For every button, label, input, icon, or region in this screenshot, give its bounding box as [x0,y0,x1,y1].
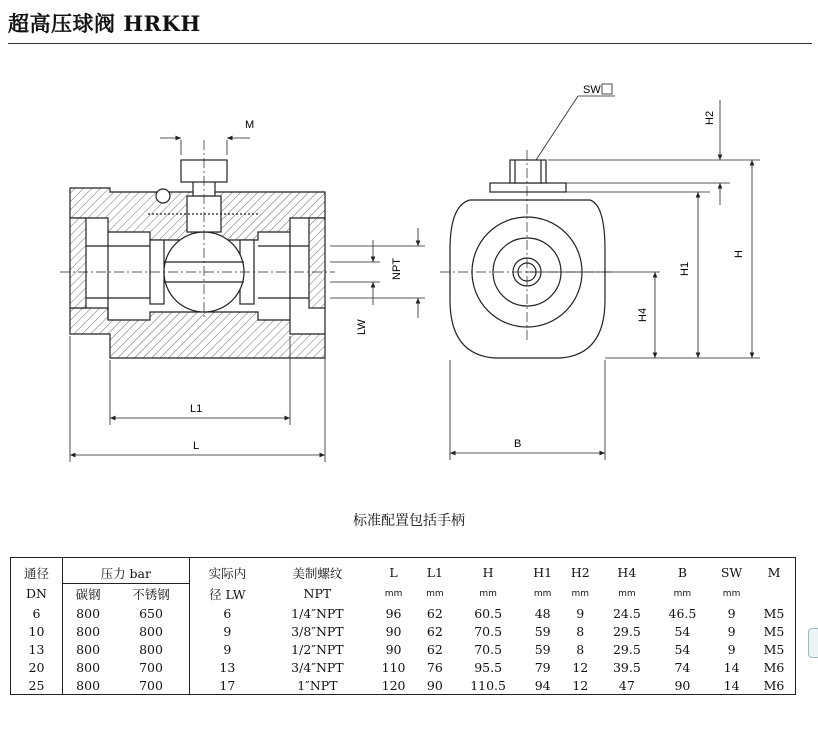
cell-H4: 39.5 [612,659,641,675]
cell-L1: 62 [426,605,443,621]
cell-B: 90 [674,677,691,693]
table-row [11,676,796,695]
cell-lw: 6 [223,605,232,621]
cell-H1: 48 [534,605,551,621]
dim-L-label: L [193,440,200,452]
unit-L1: mm [426,588,444,599]
cell-stainless: 800 [113,622,189,640]
cell-H4: 29.5 [612,641,641,657]
unit-H4: mm [618,588,636,599]
cell-L1: 62 [426,623,443,639]
dim-B-label: B [514,438,522,450]
spec-table-body [11,604,796,695]
cell-H: 60.5 [474,605,503,621]
cell-stainless: 700 [113,676,189,695]
header-SW: SW [720,565,743,581]
cell-npt: 1″NPT [297,677,338,693]
cell-dn: 6 [11,604,63,622]
cell-H1: 59 [534,623,551,639]
header-H1: H1 [533,565,553,581]
cell-npt: 1/4″NPT [291,605,344,621]
cell-carbon: 800 [76,623,101,639]
title-divider [8,43,812,44]
unit-L: mm [384,588,403,599]
cell-carbon: 800 [76,641,101,657]
dim-LW-label: LW [356,319,368,335]
sw-square-symbol [602,84,612,94]
cell-L1: 90 [426,677,443,693]
cell-dn: 13 [11,640,63,658]
dim-H2-label: H2 [704,110,716,125]
cell-stainless: 650 [113,604,189,622]
cell-dn: 25 [11,676,63,695]
cell-SW: 9 [727,623,736,639]
page-title: 超高压球阀 HRKH [8,11,201,36]
cell-H2: 12 [572,659,589,675]
table-row [11,640,796,658]
cell-L1: 62 [426,641,443,657]
cell-SW: 14 [723,659,740,675]
dim-H4-label: H4 [637,307,649,322]
cell-H: 110.5 [470,677,506,693]
cell-SW: 14 [723,677,740,693]
figure-caption: 标准配置包括手柄 [353,513,465,529]
cell-L: 90 [385,641,402,657]
cell-L: 110 [381,659,406,675]
dim-SW-label: SW [583,84,601,96]
header-B: B [677,565,688,581]
cell-M: M6 [763,677,785,693]
table-row [11,622,796,640]
cell-H1: 79 [534,659,551,675]
dim-H1-label: H1 [679,261,691,276]
cell-H2: 12 [572,677,589,693]
cell-H4: 29.5 [612,623,641,639]
cell-M: M6 [763,659,785,675]
unit-H1: mm [533,588,552,599]
cell-B: 54 [674,641,691,657]
end-view [440,150,615,358]
header-lw: 实际内 [208,565,247,581]
cell-H1: 59 [534,641,551,657]
header-stainless: 不锈钢 [113,584,189,605]
unit-H: mm [479,588,497,599]
cell-H1: 94 [534,677,551,693]
table-row [11,604,796,622]
spec-table [10,557,796,695]
header-H4: H4 [617,565,637,581]
cell-stainless: 700 [113,658,189,676]
header-M: M [767,565,781,581]
header-dn: 通径 [11,558,63,584]
cell-L: 120 [381,677,406,693]
dim-L1-label: L1 [190,403,203,415]
cell-dn: 20 [11,658,63,676]
cell-H: 70.5 [474,623,503,639]
cell-M: M5 [763,641,785,657]
header-H2: H2 [570,565,590,581]
header-npt-sub: NPT [303,586,332,602]
cell-H2: 8 [576,623,585,639]
header-L: L [389,565,398,581]
table-row [11,658,796,676]
dim-M-label: M [245,119,255,131]
cell-lw: 17 [219,677,236,693]
cell-stainless: 800 [113,640,189,658]
cell-H: 70.5 [474,641,503,657]
section-view [60,140,335,358]
header-pressure: 压力 bar [62,558,189,584]
header-npt: 美制螺纹 [292,565,343,581]
cell-L: 90 [385,623,402,639]
header-H: H [482,565,494,581]
cell-H2: 9 [576,605,585,621]
header-L1: L1 [426,565,444,581]
cell-npt: 3/8″NPT [291,623,344,639]
cell-B: 74 [674,659,691,675]
cell-lw: 13 [219,659,236,675]
unit-SW: mm [722,588,741,599]
cell-lw: 9 [223,623,232,639]
cell-dn: 10 [11,622,63,640]
unit-H2: mm [571,588,590,599]
cell-M: M5 [763,623,785,639]
side-scroll-tab[interactable] [808,628,818,658]
cell-npt: 3/4″NPT [291,659,344,675]
header-carbon: 碳钢 [75,587,101,602]
header-dn-sub: DN [11,584,63,605]
cell-SW: 9 [727,605,736,621]
cell-H: 95.5 [474,659,503,675]
cell-carbon: 800 [76,677,101,693]
cell-lw: 9 [223,641,232,657]
unit-M-empty [753,584,796,605]
header-lw-sub: 径 LW [209,586,246,602]
cell-H4: 47 [618,677,635,693]
cell-H2: 8 [576,641,585,657]
cell-L: 96 [385,605,402,621]
cell-npt: 1/2″NPT [291,641,344,657]
cell-B: 46.5 [668,605,697,621]
cell-M: M5 [763,605,785,621]
valve-technical-drawing [0,50,818,470]
cell-B: 54 [674,623,691,639]
cell-SW: 9 [727,641,736,657]
cell-L1: 76 [426,659,443,675]
dim-H-label: H [733,250,745,258]
unit-B: mm [673,588,692,599]
dim-NPT-label: NPT [391,258,403,280]
cell-H4: 24.5 [612,605,641,621]
cell-carbon: 800 [76,659,101,675]
cell-carbon: 800 [76,605,101,621]
